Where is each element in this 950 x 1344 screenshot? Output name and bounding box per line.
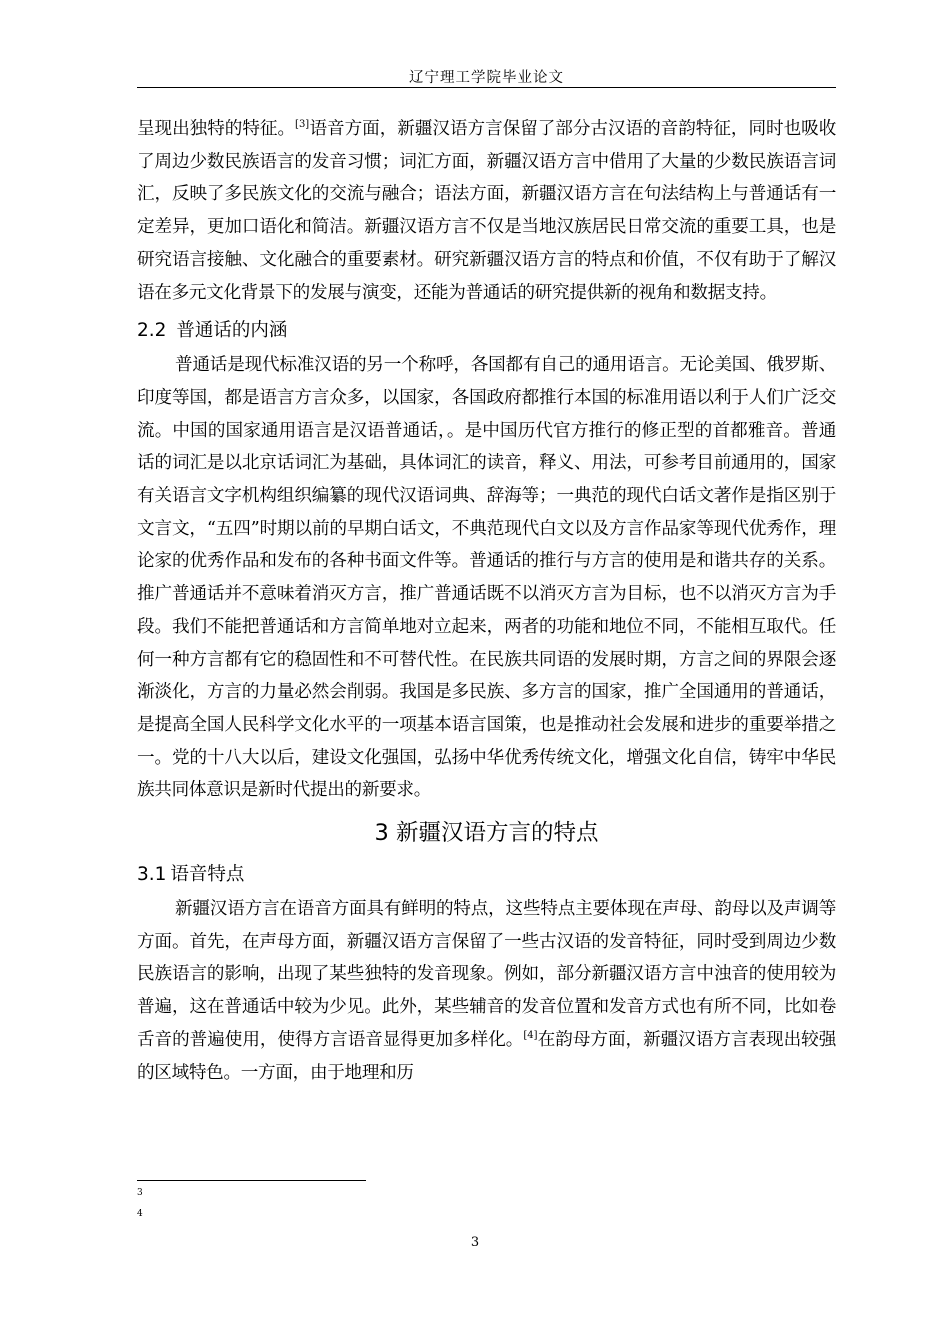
- section-number: 2.2: [137, 320, 167, 342]
- section-heading-3-1: [137, 859, 836, 891]
- paragraph-text: 语音方面，新疆汉语方言保留了部分古汉语的音韵特征，同时也吸收了周边少数民族语言的发音习惯；词汇方面，新疆汉语方言中借用了大量的少数民族语言词汇，反映了多民族文化的交流与融合；语法方面，新疆汉语方言在句法结构上与普通话有一定差异，更加口语化和简洁。新疆汉语方言不仅是当地汉族居民日常交流的重要工具，也是研究语言接触、文化融合的重要素材。研究新疆汉语方言的特点和价值，不仅有助于了解汉语在多元文化背景下的发展与演变，还能为普通话的研究提供新的视角和数据支持。: [137, 119, 836, 303]
- footnote-3: 3: [137, 1188, 143, 1198]
- running-header: 辽宁理工学院毕业论文: [409, 70, 564, 86]
- section-title: 普通话的内涵: [176, 320, 288, 342]
- citation-ref-3[interactable]: [3]: [295, 119, 310, 130]
- paragraph-text: 新疆汉语方言在语音方面具有鲜明的特点，这些特点主要体现在声母、韵母以及声调等方面。首先，在声母方面，新疆汉语方言保留了一些古汉语的发音特征，同时受到周边少数民族语言的影响，出现了某些独特的发音现象。例如，部分新疆汉语方言中浊音的使用较为普遍，这在普通话中较为少见。此外，某些辅音的发音位置和发音方式也有所不同，比如卷舌音的普遍使用，使得方言语音显得更加多样化。: [137, 899, 836, 1050]
- page-body: [137, 113, 836, 1089]
- paragraph-mandarin: 普通话是现代标准汉语的另一个称呼，各国都有自己的通用语言。无论美国、俄罗斯、印度等国，都是语言方言众多，以国家，各国政府都推行本国的标准用语以利于人们广泛交流。中国的国家通用语言是汉语普通话，。是中国历代官方推行的修正型的首都雅音。普通话的词汇是以北京话词汇为基础，具体词汇的读音，释义、用法，可参考目前通用的，国家有关语言文字机构组织编纂的现代汉语词典、辞海等；一典范的现代白话文著作是指区别于文言文，“五四”时期以前的早期白话文，不典范现代白文以及方言作品家等现代优秀作，理论家的优秀作品和发布的各种书面文件等。普通话的推行与方言的使用是和谐共存的关系。推广普通话并不意味着消灭方言，推广普通话既不以消灭方言为目标，也不以消灭方言为手段。我们不能把普通话和方言简单地对立起来，两者的功能和地位不同，不能相互取代。任何一种方言都有它的稳固性和不可替代性。在民族共同语的发展时期，方言之间的界限会逐渐淡化，方言的力量必然会削弱。我国是多民族、多方言的国家，推广全国通用的普通话，是提高全国人民科学文化水平的一项基本语言国策，也是推动社会发展和进步的重要举措之一。党的十八大以后，建设文化强国，弘扬中华优秀传统文化，增强文化自信，铸牢中华民族共同体意识是新时代提出的新要求。: [137, 355, 836, 801]
- paragraph-phonetics: [137, 893, 836, 1089]
- paragraph-continuation: [137, 113, 836, 309]
- header-rule: [137, 87, 836, 88]
- chapter-heading-3: 3 新疆汉语方言的特点: [374, 820, 599, 847]
- section-title: 语音特点: [170, 864, 245, 886]
- section-heading-2-2: [137, 315, 836, 347]
- section-number: 3.1: [137, 864, 167, 886]
- paragraph-text: 在韵母方面，新疆汉语方言表现出较强的区域特色。一方面，由于地理和历: [137, 1029, 836, 1083]
- paragraph-text: 呈现出独特的特征。: [137, 119, 296, 139]
- citation-ref-4[interactable]: [4]: [523, 1029, 538, 1041]
- footnote-separator: [137, 1180, 366, 1181]
- page-number: 3: [470, 1235, 480, 1250]
- footnote-4: 4: [137, 1209, 143, 1219]
